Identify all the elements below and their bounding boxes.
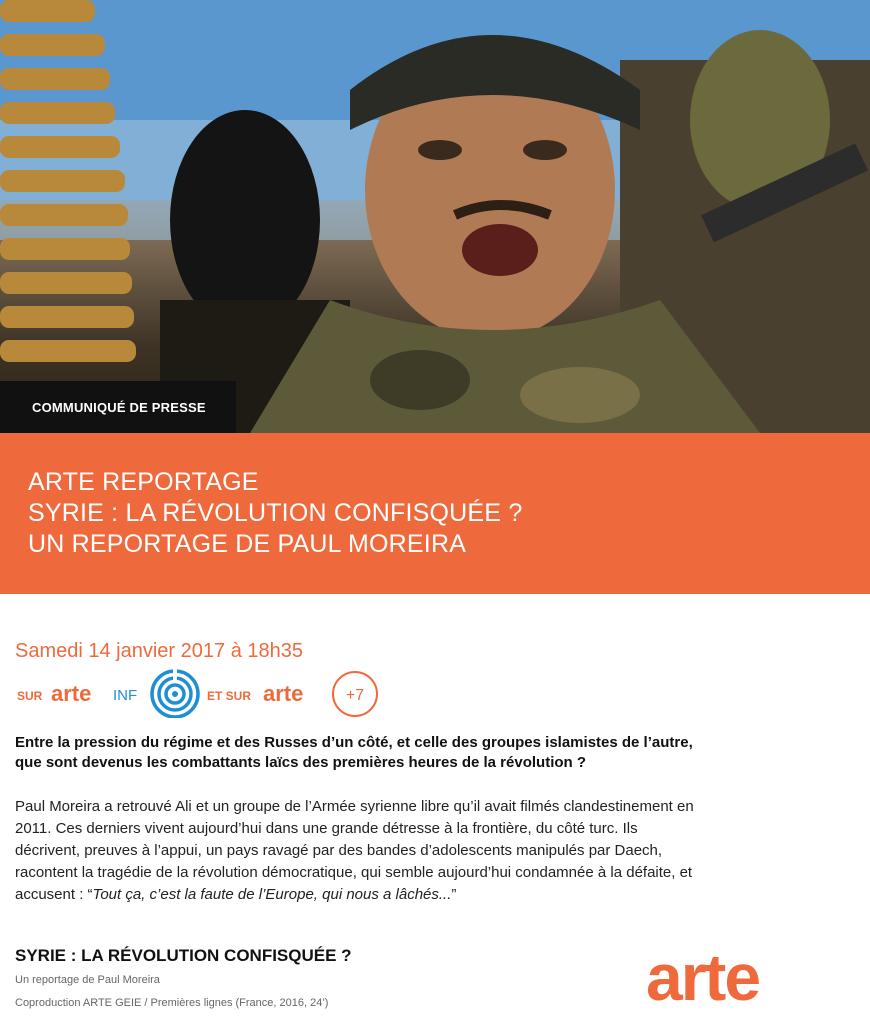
hero-image	[0, 0, 870, 433]
article-quote: Tout ça, c’est la faute de l’Europe, qui nous a lâchés...	[92, 886, 452, 903]
info-spiral-icon	[152, 669, 198, 717]
arte-logo	[646, 944, 846, 1010]
footer-title: SYRIE : LA RÉVOLUTION CONFISQUÉE ?	[15, 946, 352, 965]
arte-logo-text: arte	[646, 944, 760, 1010]
et-sur-label: ET SUR	[207, 689, 252, 703]
article-lead: Entre la pression du régime et des Russes d’un côté, et celle des groupes islamistes de l’autre, que sont devenus les combattants laïcs des premières heures de la révolution ?	[15, 734, 693, 771]
broadcast-date: Samedi 14 janvier 2017 à 18h35	[15, 640, 303, 662]
article-body	[15, 796, 705, 906]
banner-line-author: UN REPORTAGE DE PAUL MOREIRA	[28, 530, 467, 558]
plus7-icon	[333, 672, 377, 716]
article-body-text: Paul Moreira a retrouvé Ali et un groupe de l’Armée syrienne libre qu’il avait filmés clandestinement en 2011. Ces derniers vivent aujourd’hui dans une grande détresse à la frontière, du côté turc. Ils décrivent, preuves à l’appui, un pays ravagé par des bandes d’adolescents manipulés par Daech, racontent la tragédie de la révolution démocratique, qui semble aujourd’hui condamnée à la défaite, et accusent : “	[15, 798, 694, 903]
arte-plus7-brand: arte	[263, 681, 304, 706]
article-quote-end: ”	[451, 886, 457, 903]
plus7-label: +7	[345, 687, 365, 704]
arte-info-brand: arte	[51, 681, 92, 706]
credit-author: Un reportage de Paul Moreira	[15, 974, 160, 986]
info-label: INF	[113, 687, 138, 704]
banner-line-title: SYRIE : LA RÉVOLUTION CONFISQUÉE ?	[28, 499, 523, 527]
press-release-label: COMMUNIQUÉ DE PRESSE	[0, 381, 236, 433]
title-banner	[0, 433, 870, 594]
banner-line-program: ARTE REPORTAGE	[28, 468, 259, 496]
channel-logos	[15, 668, 385, 718]
credit-production: Coproduction ARTE GEIE / Premières lignes (France, 2016, 24’)	[15, 997, 329, 1009]
sur-label: SUR	[17, 689, 43, 703]
hero-photo-icon	[0, 0, 870, 433]
